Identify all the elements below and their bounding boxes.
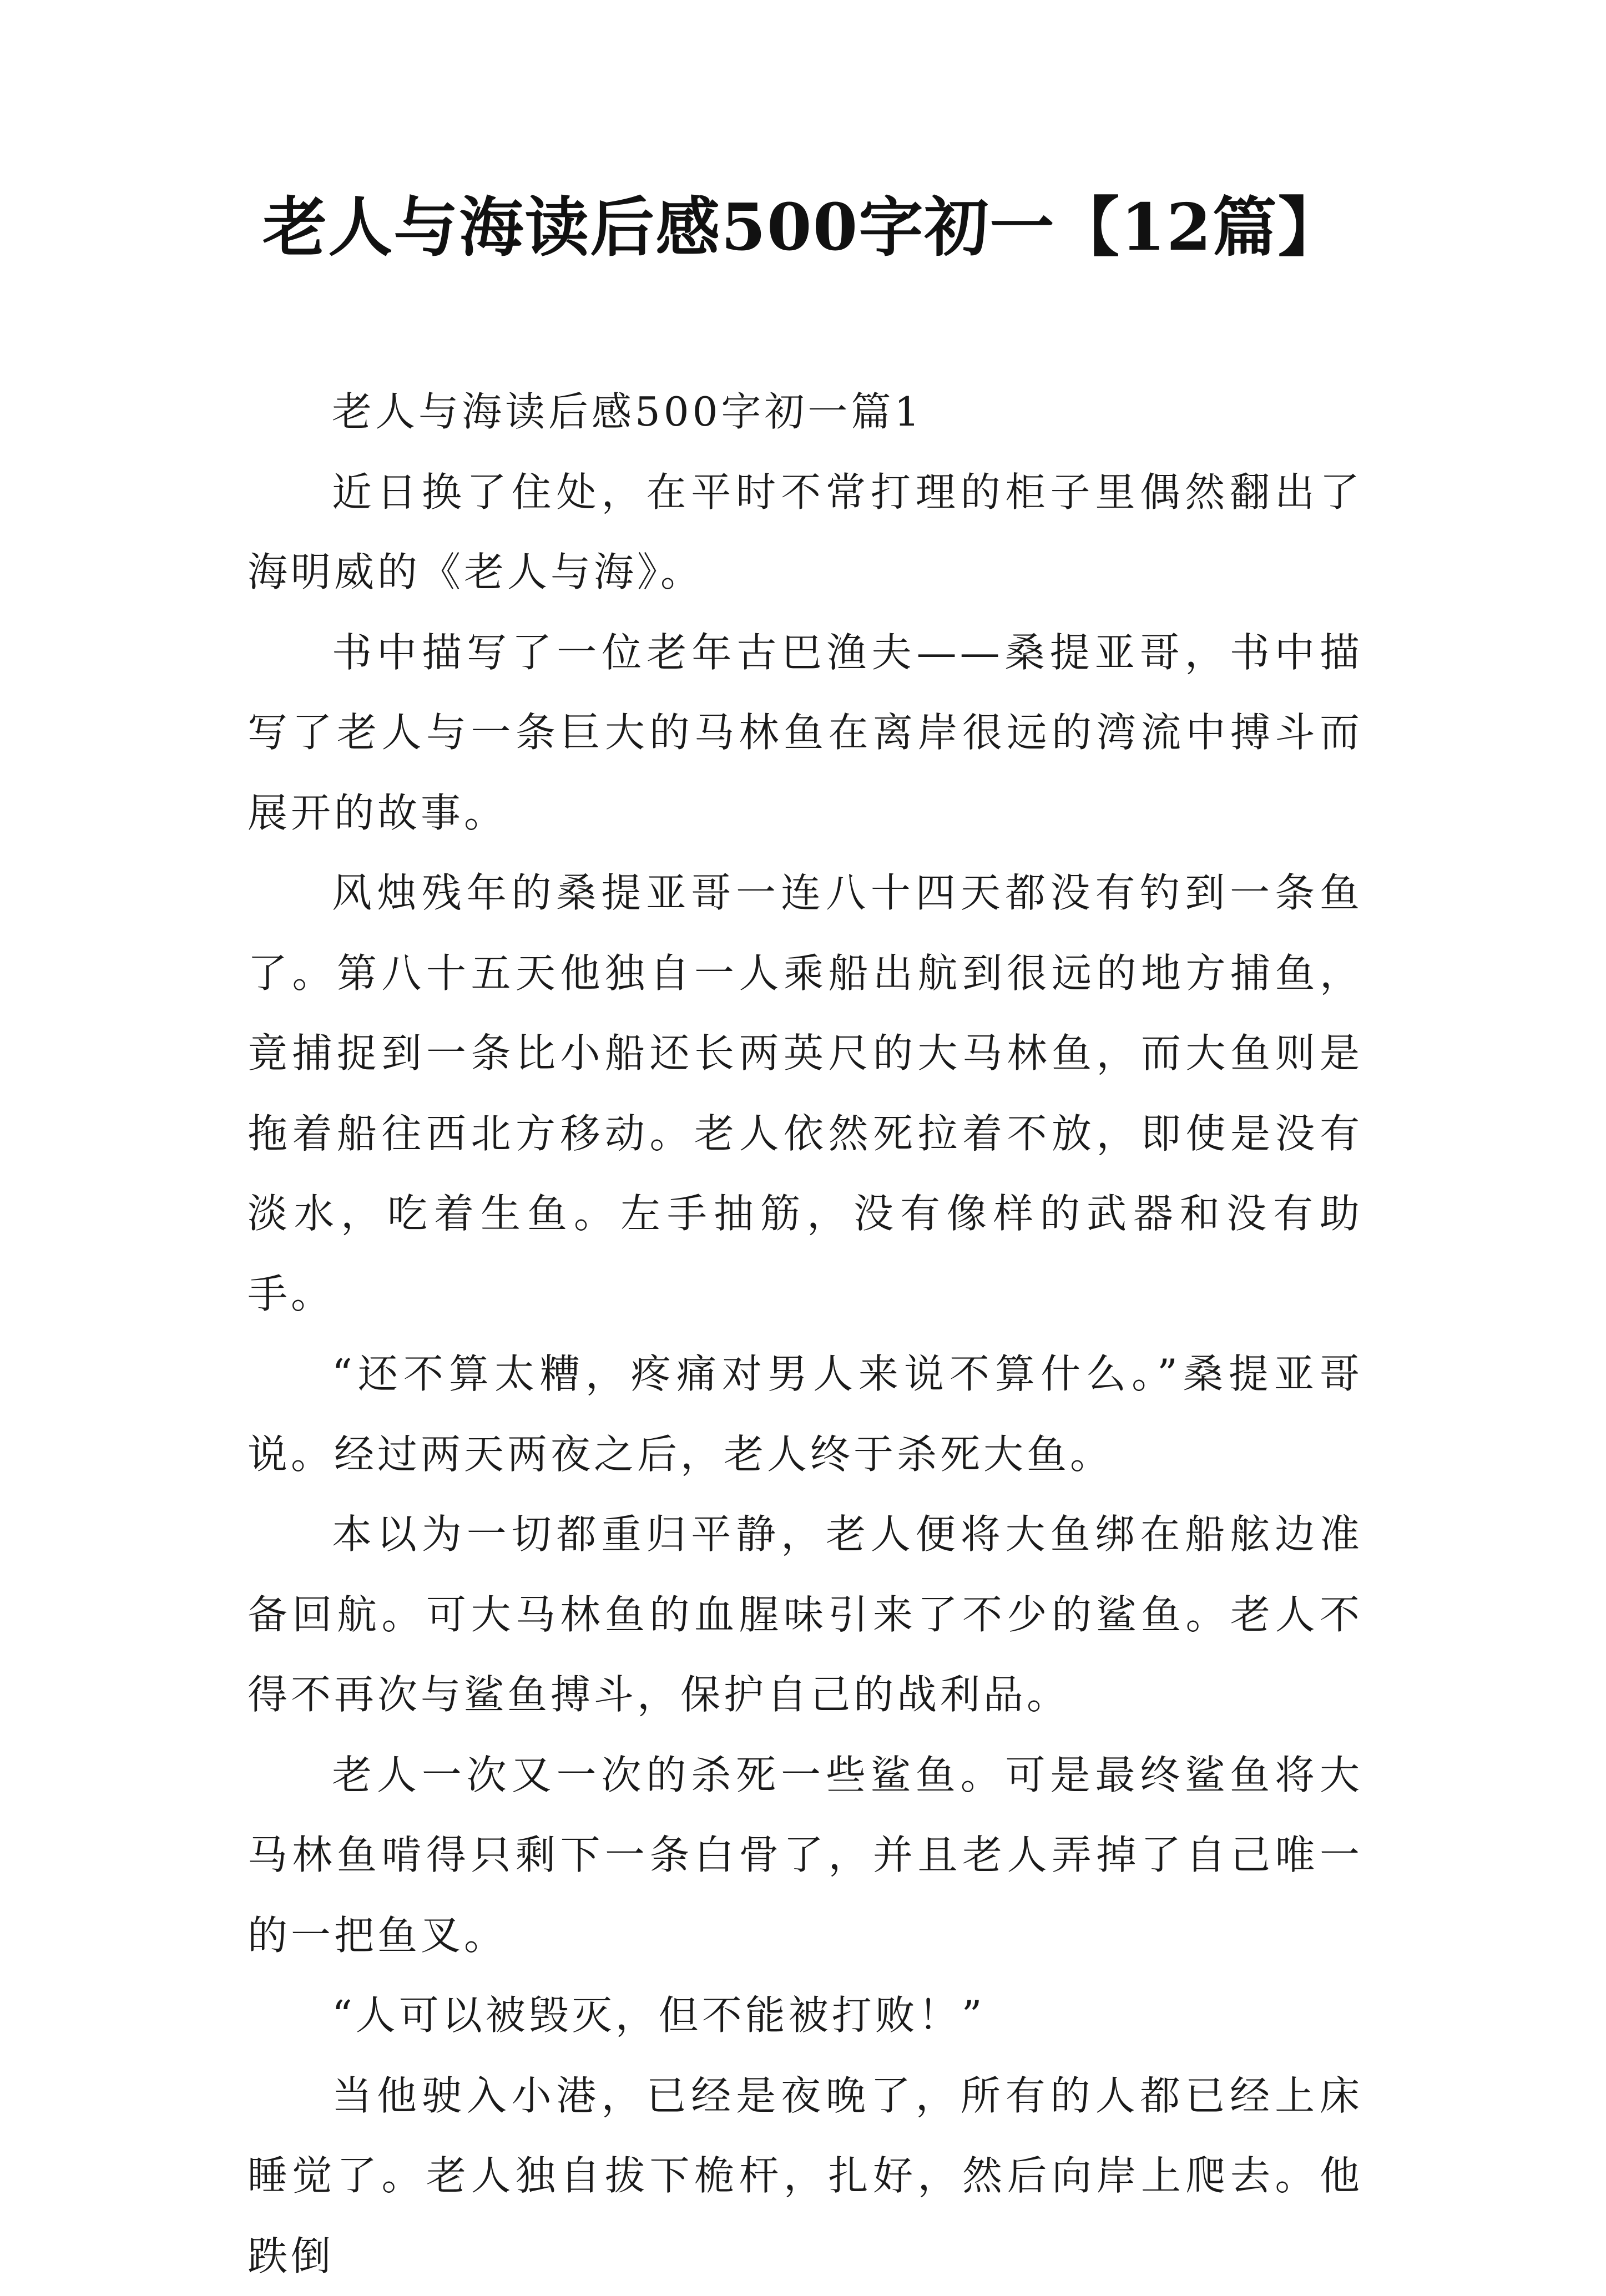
paragraph: 本以为一切都重归平静，老人便将大鱼绑在船舷边准备回航。可大马林鱼的血腥味引来了不少的鲨鱼。老人不得不再次与鲨鱼搏斗，保护自己的战利品。 <box>248 1494 1363 1735</box>
paragraph: 老人一次又一次的杀死一些鲨鱼。可是最终鲨鱼将大马林鱼啃得只剩下一条白骨了，并且老人弄掉了自己唯一的一把鱼叉。 <box>248 1735 1363 1976</box>
paragraph: 风烛残年的桑提亚哥一连八十四天都没有钓到一条鱼了。第八十五天他独自一人乘船出航到很远的地方捕鱼，竟捕捉到一条比小船还长两英尺的大马林鱼，而大鱼则是拖着船往西北方移动。老人依然死拉着不放，即使是没有淡水，吃着生鱼。左手抽筋，没有像样的武器和没有助手。 <box>248 853 1363 1334</box>
paragraph: 近日换了住处，在平时不常打理的柜子里偶然翻出了海明威的《老人与海》。 <box>248 452 1363 613</box>
paragraph: 书中描写了一位老年古巴渔夫——桑提亚哥，书中描写了老人与一条巨大的马林鱼在离岸很远的湾流中搏斗而展开的故事。 <box>248 613 1363 853</box>
section-heading: 老人与海读后感500字初一篇1 <box>248 372 1363 452</box>
document-title: 老人与海读后感500字初一【12篇】 <box>0 183 1606 272</box>
quote-paragraph: “人可以被毁灭，但不能被打败！” <box>248 1975 1363 2056</box>
paragraph: “还不算太糟，疼痛对男人来说不算什么。”桑提亚哥说。经过两天两夜之后，老人终于杀死大鱼。 <box>248 1334 1363 1494</box>
paragraph: 当他驶入小港，已经是夜晚了，所有的人都已经上床睡觉了。老人独自拔下桅杆，扎好，然后向岸上爬去。他跌倒 <box>248 2056 1363 2296</box>
document-body <box>248 372 1363 2296</box>
